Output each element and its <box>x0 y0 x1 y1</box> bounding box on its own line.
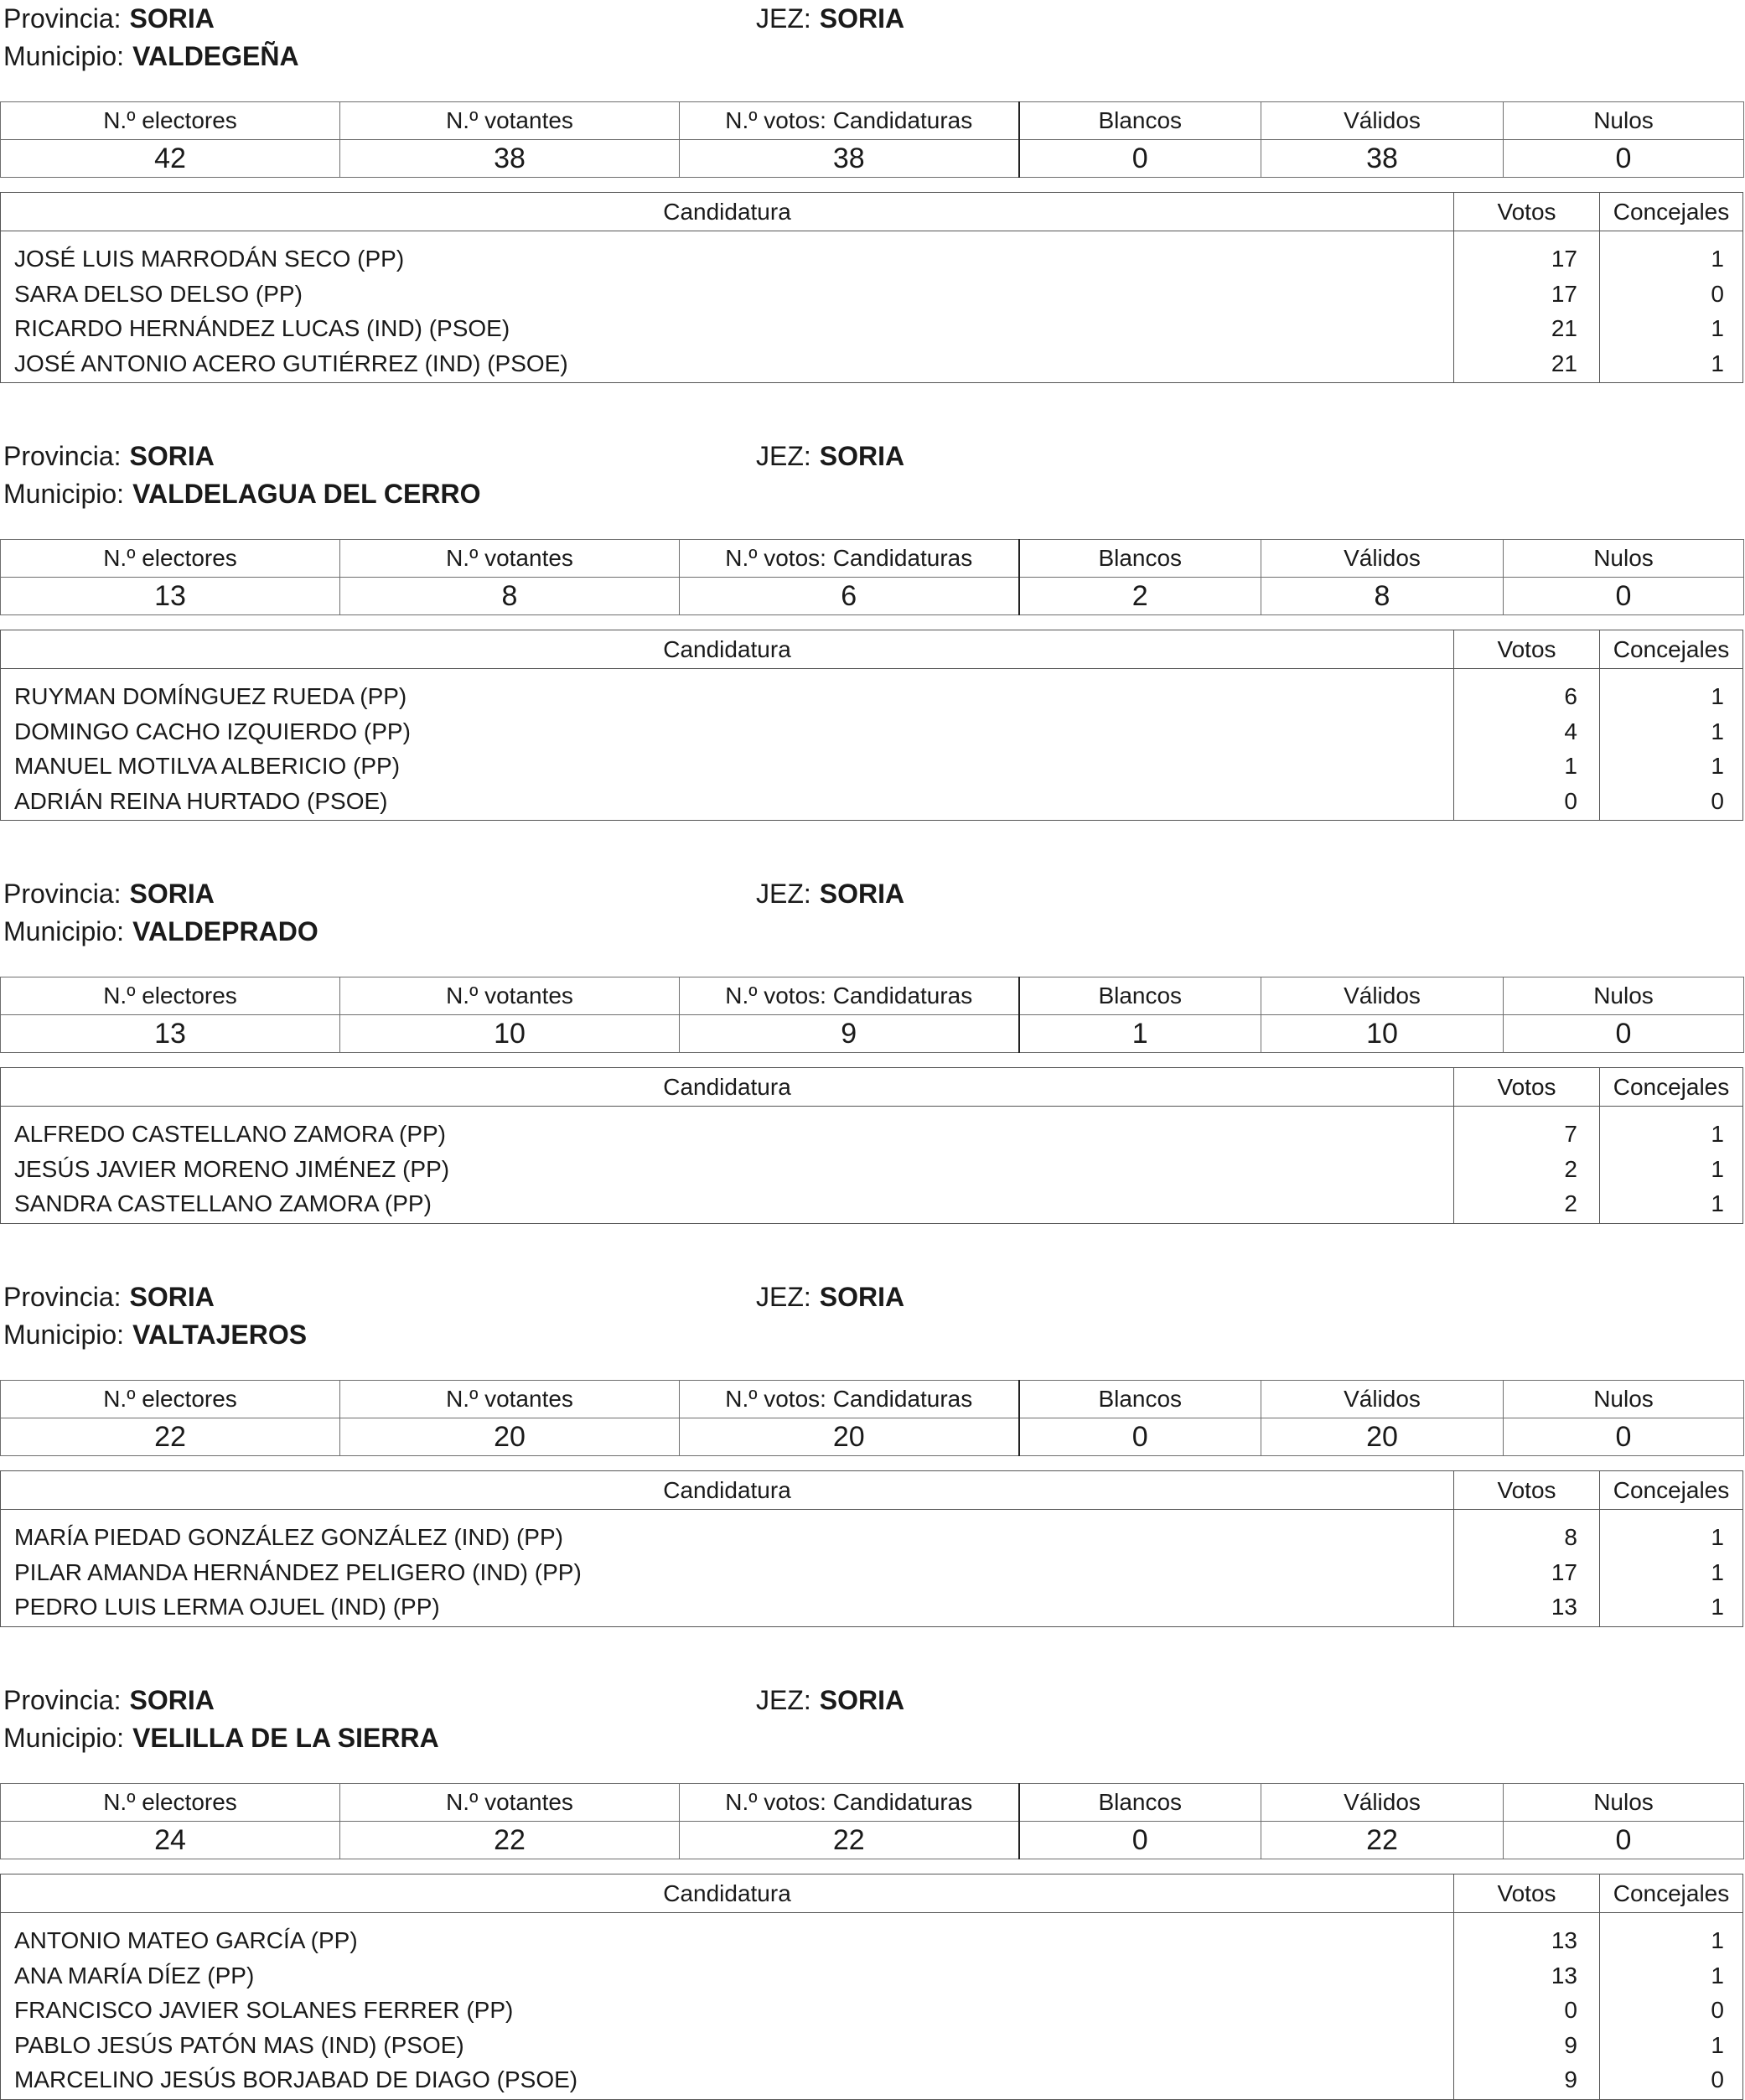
summary-value-cell: 0 <box>1504 1418 1744 1456</box>
summary-value-cell: 42 <box>1 140 340 178</box>
candidate-votos: 17 <box>1551 246 1577 272</box>
municipio-value: VALTAJEROS <box>132 1320 308 1350</box>
jez-line <box>756 878 904 910</box>
summary-value-cell: 0 <box>1019 140 1261 178</box>
provincia-label: Provincia: <box>3 1685 122 1715</box>
names-column <box>1 231 1454 382</box>
candidate-concejales: 1 <box>1711 1558 1724 1585</box>
candidates-body <box>1 1913 1742 2099</box>
names-column <box>1 1913 1454 2099</box>
summary-value-cell: 20 <box>680 1418 1019 1456</box>
summary-value-row <box>1 140 1744 178</box>
summary-value-row <box>1 1418 1744 1456</box>
summary-value-cell: 38 <box>340 140 680 178</box>
candidate-votos: 2 <box>1564 1190 1577 1216</box>
candidate-name: JOSÉ ANTONIO ACERO GUTIÉRREZ (IND) (PSOE) <box>14 350 568 376</box>
votos-column <box>1454 669 1600 820</box>
summary-header-row <box>1 540 1744 578</box>
municipio-line <box>3 40 299 72</box>
candidate-concejales: 1 <box>1711 1121 1724 1147</box>
municipio-value: VALDEGEÑA <box>132 41 299 71</box>
summary-value-cell: 0 <box>1504 578 1744 615</box>
jez-label: JEZ: <box>756 879 811 909</box>
summary-table <box>0 1380 1744 1456</box>
summary-header-cell: N.º votos: Candidaturas <box>680 540 1019 578</box>
candidate-name: MANUEL MOTILVA ALBERICIO (PP) <box>14 753 401 779</box>
candidate-votos: 17 <box>1551 1558 1577 1585</box>
candidates-body <box>1 669 1742 820</box>
candidate-concejales: 1 <box>1711 1594 1724 1620</box>
summary-header-cell: Válidos <box>1261 102 1504 140</box>
candidate-concejales: 1 <box>1711 1962 1724 1989</box>
concejales-column <box>1600 231 1742 382</box>
concejales-header: Concejales <box>1613 1073 1730 1100</box>
candidates-header-row <box>1 1471 1742 1510</box>
candidate-votos: 2 <box>1564 1155 1577 1182</box>
summary-value-cell: 8 <box>340 578 680 615</box>
jez-line <box>756 3 904 34</box>
candidate-votos: 17 <box>1551 280 1577 307</box>
candidate-votos: 9 <box>1564 2066 1577 2092</box>
candidate-concejales: 0 <box>1711 280 1724 307</box>
candidate-name: ALFREDO CASTELLANO ZAMORA (PP) <box>14 1121 446 1147</box>
summary-value-cell: 22 <box>1261 1822 1504 1859</box>
names-column <box>1 1510 1454 1626</box>
candidate-name: ANTONIO MATEO GARCÍA (PP) <box>14 1927 358 1953</box>
jez-label: JEZ: <box>756 1685 811 1715</box>
summary-header-cell: Blancos <box>1019 977 1261 1015</box>
summary-header-cell: Blancos <box>1019 1784 1261 1822</box>
candidate-concejales: 1 <box>1711 683 1724 709</box>
candidate-votos: 13 <box>1551 1594 1577 1620</box>
summary-header-cell: N.º votos: Candidaturas <box>680 1784 1019 1822</box>
candidatura-header: Candidatura <box>1 193 1454 231</box>
candidate-name: MARÍA PIEDAD GONZÁLEZ GONZÁLEZ (IND) (PP) <box>14 1524 563 1550</box>
candidates-table <box>0 192 1743 383</box>
summary-header-cell: N.º votantes <box>340 1381 680 1418</box>
candidates-table <box>0 1067 1743 1224</box>
concejales-header: Concejales <box>1613 1880 1730 1906</box>
summary-value-cell: 38 <box>1261 140 1504 178</box>
summary-value-cell: 10 <box>340 1015 680 1053</box>
concejales-header: Concejales <box>1613 1476 1730 1503</box>
candidate-name: ADRIÁN REINA HURTADO (PSOE) <box>14 787 388 814</box>
candidate-name: PEDRO LUIS LERMA OJUEL (IND) (PP) <box>14 1594 440 1620</box>
candidate-concejales: 1 <box>1711 753 1724 779</box>
jez-label: JEZ: <box>756 441 811 471</box>
summary-header-cell: N.º votantes <box>340 977 680 1015</box>
candidate-name: PILAR AMANDA HERNÁNDEZ PELIGERO (IND) (PP) <box>14 1558 582 1585</box>
candidate-concejales: 1 <box>1711 718 1724 744</box>
candidates-header-row <box>1 1874 1742 1913</box>
candidate-votos: 4 <box>1564 718 1577 744</box>
votos-header: Votos <box>1454 193 1600 231</box>
concejales-column <box>1600 1107 1742 1223</box>
jez-line <box>756 440 904 472</box>
summary-value-cell: 22 <box>1 1418 340 1456</box>
summary-header-cell: Válidos <box>1261 540 1504 578</box>
municipio-label: Municipio: <box>3 1320 125 1350</box>
jez-line <box>756 1684 904 1716</box>
summary-header-cell: N.º electores <box>1 1381 340 1418</box>
candidate-votos: 13 <box>1551 1927 1577 1953</box>
municipio-line <box>3 1319 307 1351</box>
summary-header-cell: Nulos <box>1504 102 1744 140</box>
municipio-line <box>3 915 318 947</box>
provincia-line <box>3 3 215 34</box>
summary-header-cell: Válidos <box>1261 977 1504 1015</box>
candidate-concejales: 1 <box>1711 1190 1724 1216</box>
summary-header-cell: N.º electores <box>1 540 340 578</box>
summary-header-row <box>1 1784 1744 1822</box>
candidate-name: DOMINGO CACHO IZQUIERDO (PP) <box>14 718 411 744</box>
candidate-name: PABLO JESÚS PATÓN MAS (IND) (PSOE) <box>14 2031 464 2058</box>
municipio-value: VELILLA DE LA SIERRA <box>132 1723 439 1753</box>
candidates-table <box>0 1874 1743 2100</box>
summary-header-cell: N.º votantes <box>340 102 680 140</box>
summary-header-cell: N.º electores <box>1 1784 340 1822</box>
candidate-concejales: 1 <box>1711 1927 1724 1953</box>
jez-value: SORIA <box>819 1685 905 1715</box>
summary-value-cell: 9 <box>680 1015 1019 1053</box>
candidates-body <box>1 1107 1742 1223</box>
provincia-label: Provincia: <box>3 3 122 34</box>
summary-value-row <box>1 1015 1744 1053</box>
jez-label: JEZ: <box>756 3 811 34</box>
summary-header-row <box>1 1381 1744 1418</box>
summary-value-cell: 38 <box>680 140 1019 178</box>
summary-value-cell: 0 <box>1504 1822 1744 1859</box>
candidatura-header: Candidatura <box>1 630 1454 668</box>
summary-value-cell: 13 <box>1 578 340 615</box>
summary-header-cell: Nulos <box>1504 540 1744 578</box>
candidate-votos: 21 <box>1551 315 1577 341</box>
candidate-name: RICARDO HERNÁNDEZ LUCAS (IND) (PSOE) <box>14 315 510 341</box>
summary-value-row <box>1 578 1744 615</box>
municipality-block <box>0 1278 1745 1681</box>
candidate-name: ANA MARÍA DÍEZ (PP) <box>14 1962 255 1989</box>
summary-value-cell: 6 <box>680 578 1019 615</box>
summary-header-cell: Blancos <box>1019 102 1261 140</box>
provincia-label: Provincia: <box>3 441 122 471</box>
votos-header: Votos <box>1454 1874 1600 1912</box>
jez-value: SORIA <box>819 879 905 909</box>
provincia-line <box>3 1684 215 1716</box>
votos-column <box>1454 1107 1600 1223</box>
summary-header-cell: N.º votos: Candidaturas <box>680 102 1019 140</box>
candidate-concejales: 1 <box>1711 2031 1724 2058</box>
concejales-column <box>1600 1913 1742 2099</box>
summary-value-cell: 24 <box>1 1822 340 1859</box>
candidate-concejales: 1 <box>1711 315 1724 341</box>
municipality-block <box>0 875 1745 1278</box>
summary-header-cell: Nulos <box>1504 1784 1744 1822</box>
summary-header-row <box>1 102 1744 140</box>
municipality-block <box>0 1682 1745 2092</box>
votos-header: Votos <box>1454 1068 1600 1106</box>
summary-header-cell: Nulos <box>1504 977 1744 1015</box>
provincia-label: Provincia: <box>3 879 122 909</box>
candidates-header-row <box>1 630 1742 669</box>
candidate-name: RUYMAN DOMÍNGUEZ RUEDA (PP) <box>14 683 407 709</box>
provincia-value: SORIA <box>129 1282 215 1312</box>
summary-value-cell: 1 <box>1019 1015 1261 1053</box>
concejales-column <box>1600 669 1742 820</box>
candidate-concejales: 1 <box>1711 350 1724 376</box>
candidate-concejales: 1 <box>1711 1524 1724 1550</box>
municipio-value: VALDELAGUA DEL CERRO <box>132 479 481 509</box>
candidate-name: MARCELINO JESÚS BORJABAD DE DIAGO (PSOE) <box>14 2066 578 2092</box>
provincia-label: Provincia: <box>3 1282 122 1312</box>
jez-line <box>756 1281 904 1313</box>
municipio-label: Municipio: <box>3 41 125 71</box>
names-column <box>1 669 1454 820</box>
summary-value-cell: 20 <box>1261 1418 1504 1456</box>
municipio-line <box>3 1722 439 1754</box>
municipality-block <box>0 0 1745 402</box>
candidates-body <box>1 231 1742 382</box>
summary-header-cell: N.º votantes <box>340 540 680 578</box>
candidate-concejales: 0 <box>1711 2066 1724 2092</box>
summary-header-cell: Válidos <box>1261 1381 1504 1418</box>
candidates-table <box>0 630 1743 821</box>
summary-table <box>0 101 1744 178</box>
provincia-value: SORIA <box>129 879 215 909</box>
summary-header-row <box>1 977 1744 1015</box>
candidate-name: JESÚS JAVIER MORENO JIMÉNEZ (PP) <box>14 1155 450 1182</box>
candidate-name: JOSÉ LUIS MARRODÁN SECO (PP) <box>14 246 405 272</box>
summary-header-cell: N.º electores <box>1 102 340 140</box>
municipio-label: Municipio: <box>3 1723 125 1753</box>
concejales-column <box>1600 1510 1742 1626</box>
jez-value: SORIA <box>819 441 905 471</box>
votos-header: Votos <box>1454 630 1600 668</box>
candidate-concejales: 1 <box>1711 1155 1724 1182</box>
jez-value: SORIA <box>819 3 905 34</box>
candidate-votos: 8 <box>1564 1524 1577 1550</box>
summary-value-row <box>1 1822 1744 1859</box>
summary-value-cell: 0 <box>1019 1822 1261 1859</box>
candidate-votos: 6 <box>1564 683 1577 709</box>
summary-value-cell: 8 <box>1261 578 1504 615</box>
candidate-votos: 0 <box>1564 787 1577 814</box>
candidates-table <box>0 1470 1743 1627</box>
concejales-header: Concejales <box>1613 198 1730 225</box>
candidate-concejales: 1 <box>1711 246 1724 272</box>
provincia-line <box>3 1281 215 1313</box>
candidate-votos: 21 <box>1551 350 1577 376</box>
summary-header-cell: N.º votos: Candidaturas <box>680 977 1019 1015</box>
summary-value-cell: 10 <box>1261 1015 1504 1053</box>
votos-column <box>1454 1913 1600 2099</box>
provincia-line <box>3 878 215 910</box>
provincia-value: SORIA <box>129 3 215 34</box>
summary-header-cell: N.º votos: Candidaturas <box>680 1381 1019 1418</box>
summary-header-cell: Válidos <box>1261 1784 1504 1822</box>
summary-value-cell: 20 <box>340 1418 680 1456</box>
candidates-body <box>1 1510 1742 1626</box>
candidate-name: SANDRA CASTELLANO ZAMORA (PP) <box>14 1190 432 1216</box>
candidatura-header: Candidatura <box>1 1874 1454 1912</box>
jez-value: SORIA <box>819 1282 905 1312</box>
municipality-block <box>0 438 1745 840</box>
summary-value-cell: 0 <box>1504 140 1744 178</box>
provincia-value: SORIA <box>129 441 215 471</box>
summary-header-cell: Nulos <box>1504 1381 1744 1418</box>
votos-column <box>1454 231 1600 382</box>
jez-label: JEZ: <box>756 1282 811 1312</box>
summary-value-cell: 22 <box>340 1822 680 1859</box>
names-column <box>1 1107 1454 1223</box>
summary-value-cell: 13 <box>1 1015 340 1053</box>
candidate-name: FRANCISCO JAVIER SOLANES FERRER (PP) <box>14 1997 514 2023</box>
candidate-name: SARA DELSO DELSO (PP) <box>14 280 303 307</box>
municipio-label: Municipio: <box>3 916 125 946</box>
votos-column <box>1454 1510 1600 1626</box>
municipio-label: Municipio: <box>3 479 125 509</box>
summary-table <box>0 977 1744 1053</box>
summary-value-cell: 2 <box>1019 578 1261 615</box>
candidates-header-row <box>1 1068 1742 1107</box>
candidate-votos: 1 <box>1564 753 1577 779</box>
summary-value-cell: 0 <box>1504 1015 1744 1053</box>
municipio-value: VALDEPRADO <box>132 916 318 946</box>
candidate-concejales: 0 <box>1711 1997 1724 2023</box>
summary-table <box>0 1783 1744 1859</box>
summary-table <box>0 539 1744 615</box>
candidatura-header: Candidatura <box>1 1068 1454 1106</box>
candidates-header-row <box>1 193 1742 231</box>
summary-value-cell: 0 <box>1019 1418 1261 1456</box>
candidate-concejales: 0 <box>1711 787 1724 814</box>
summary-header-cell: N.º votantes <box>340 1784 680 1822</box>
concejales-header: Concejales <box>1613 635 1730 662</box>
summary-header-cell: Blancos <box>1019 1381 1261 1418</box>
candidate-votos: 9 <box>1564 2031 1577 2058</box>
provincia-value: SORIA <box>129 1685 215 1715</box>
summary-header-cell: Blancos <box>1019 540 1261 578</box>
candidate-votos: 7 <box>1564 1121 1577 1147</box>
votos-header: Votos <box>1454 1471 1600 1509</box>
summary-header-cell: N.º electores <box>1 977 340 1015</box>
summary-value-cell: 22 <box>680 1822 1019 1859</box>
municipio-line <box>3 478 480 510</box>
provincia-line <box>3 440 215 472</box>
candidate-votos: 13 <box>1551 1962 1577 1989</box>
candidate-votos: 0 <box>1564 1997 1577 2023</box>
candidatura-header: Candidatura <box>1 1471 1454 1509</box>
